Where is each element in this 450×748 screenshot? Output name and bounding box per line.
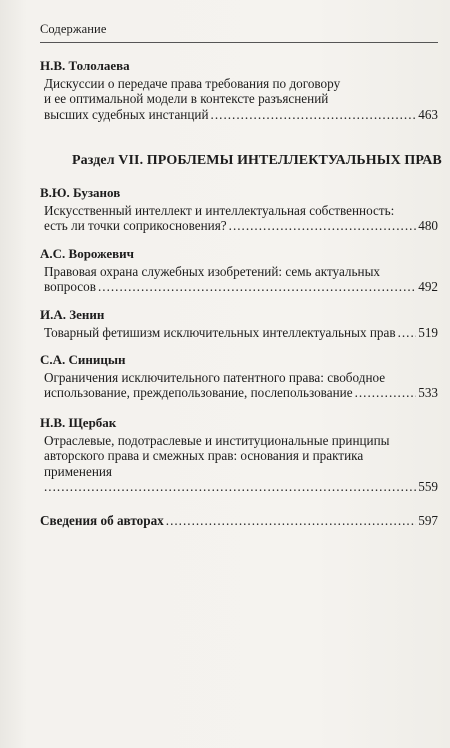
entry-title-lastline — [44, 385, 438, 401]
entry-title — [44, 370, 438, 401]
leader-dots — [166, 513, 416, 529]
entry-page-number: 559 — [418, 479, 438, 494]
entry-title-line: Правовая охрана служебных изобретений: семь актуальных — [44, 263, 381, 279]
leader-dots — [98, 279, 416, 295]
entry-page-number: 480 — [418, 218, 438, 233]
entry-page-number: 533 — [418, 385, 438, 400]
entry-title-line: высших судебных инстанций — [44, 106, 209, 122]
entry-title-line: авторского права и смежных прав: основания и практика — [44, 448, 364, 463]
toc-entry-tololaeva[interactable] — [40, 58, 438, 122]
entry-title-lastline — [44, 479, 438, 495]
entry-title-lastline — [44, 279, 438, 295]
entry-title-lastline — [44, 218, 438, 234]
header-rule — [40, 42, 438, 43]
entry-title-line: использование, преждепользование, послепользование — [44, 385, 353, 400]
entry-page-number: 519 — [418, 324, 438, 340]
leader-dots — [211, 107, 417, 123]
entry-title — [44, 433, 438, 495]
entry-title-line: Ограничения исключительного патентного права: свободное — [44, 369, 386, 385]
leader-dots — [355, 385, 417, 401]
entry-title-line: есть ли точки соприкосновения? — [44, 218, 227, 233]
entry-title-line: Товарный фетишизм исключительных интеллектуальных прав — [44, 324, 396, 340]
entry-author: Н.В. Тололаева — [40, 58, 130, 73]
toc-entry-vorozhevich[interactable] — [40, 246, 438, 295]
entry-author: Н.В. Щербак — [40, 415, 117, 430]
about-authors-label: Сведения об авторах — [40, 513, 164, 528]
entry-title-lastline — [44, 325, 438, 341]
entry-author: А.С. Ворожевич — [40, 246, 134, 261]
entry-title-line: применения — [44, 463, 112, 479]
entry-title-line: Искусственный интеллект и интеллектуальная собственность: — [44, 202, 395, 218]
entry-title-line: и ее оптимальной модели в контексте разъяснений — [44, 91, 329, 106]
entry-title — [44, 325, 438, 341]
toc-entry-sinitsyn[interactable] — [40, 352, 438, 401]
toc-entry-buzanov[interactable] — [40, 185, 438, 234]
entry-page-number: 492 — [418, 279, 438, 294]
entry-title — [44, 203, 438, 234]
toc-entry-shcherbak[interactable] — [40, 415, 438, 495]
entry-author: И.А. Зенин — [40, 307, 105, 322]
entry-title-line: вопросов — [44, 279, 96, 294]
entry-author: В.Ю. Бузанов — [40, 185, 121, 200]
entry-title — [44, 264, 438, 295]
toc-entry-zenin[interactable] — [40, 307, 438, 340]
entry-title-lastline — [40, 513, 438, 529]
entry-title — [44, 76, 438, 123]
leader-dots — [229, 218, 417, 234]
toc-entry-about-authors[interactable] — [40, 513, 438, 529]
leader-dots — [44, 479, 416, 495]
entry-title-line: Дискуссии о передаче права требования по договору — [44, 75, 341, 91]
entry-title-line: Отраслевые, подотраслевые и институциональные принципы — [44, 432, 390, 448]
section-title: Раздел VII. ПРОБЛЕМЫ ИНТЕЛЛЕКТУАЛЬНЫХ ПРАВ — [72, 153, 442, 168]
entry-title-lastline — [44, 107, 438, 123]
leader-dots — [398, 325, 417, 341]
entry-page-number: 463 — [418, 106, 438, 122]
entry-author: С.А. Синицын — [40, 352, 126, 367]
entry-page-number: 597 — [418, 513, 438, 528]
running-head: Содержание — [40, 22, 107, 36]
